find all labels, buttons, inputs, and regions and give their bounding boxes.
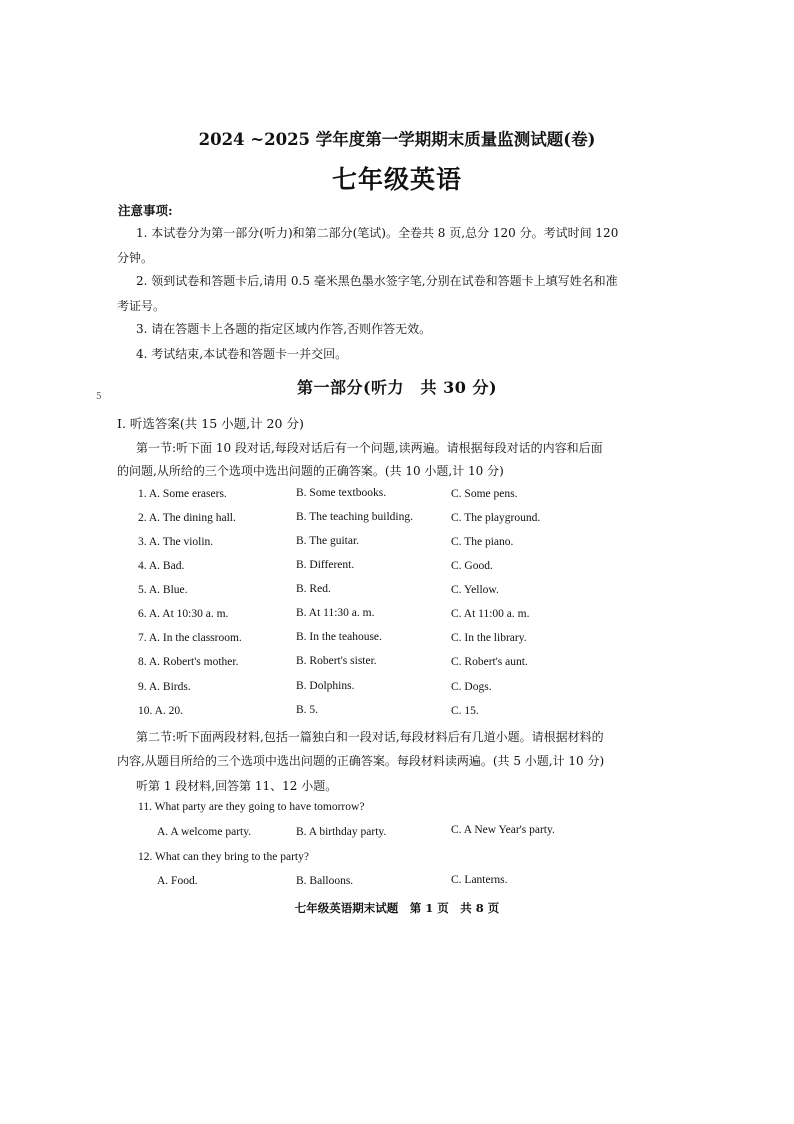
option-c: C. The piano. [451,536,514,548]
margin-mark: 5 [96,392,102,402]
option-b: B. Robert's sister. [296,655,377,667]
section1-instruction: 第一节:听下面 10 段对话,每段对话后有一个问题,读两遍。请根据每段对话的内容和后面 [136,441,603,455]
option-a: A. A welcome party. [157,826,252,838]
section-heading: Ⅰ. 听选答案(共 15 小题,计 20 分) [117,416,304,431]
option-c: C. Good. [451,560,493,572]
section2-instruction: 内容,从题目所给的三个选项中选出问题的正确答案。每段材料读两遍。(共 5 小题,计 10 分) [117,754,605,768]
option-a: 8. A. Robert's mother. [138,656,239,668]
option-c: C. In the library. [451,632,527,644]
option-a: 4. A. Bad. [138,560,185,572]
option-a: 10. A. 20. [138,705,184,717]
option-c: C. Some pens. [451,488,518,500]
notice-line: 3. 请在答题卡上各题的指定区域内作答,否则作答无效。 [136,322,432,336]
question-stem: 11. What party are they going to have tomorrow? [138,801,365,813]
option-b: B. The guitar. [296,535,360,547]
notice-heading: 注意事项: [118,203,173,218]
option-a: 3. A. The violin. [138,536,214,548]
option-c: C. Yellow. [451,584,499,596]
option-b: B. A birthday party. [296,826,387,838]
option-c: C. Dogs. [451,681,492,693]
question-stem: 12. What can they bring to the party? [138,851,309,863]
exam-title: 2024 ~2025 学年度第一学期期末质量监测试题(卷) [198,130,596,149]
section1-instruction: 的问题,从所给的三个选项中选出问题的正确答案。(共 10 小题,计 10 分) [117,464,504,478]
option-b: B. Different. [296,559,355,571]
option-b: B. Balloons. [296,875,354,887]
option-a: 7. A. In the classroom. [138,632,242,644]
option-a: 6. A. At 10:30 a. m. [138,608,229,620]
option-c: C. At 11:00 a. m. [451,608,530,620]
page-footer: 七年级英语期末试题 第 1 页 共 8 页 [294,901,500,915]
option-a: 1. A. Some erasers. [138,488,227,500]
option-b: B. Red. [296,583,331,595]
notice-line: 1. 本试卷分为第一部分(听力)和第二部分(笔试)。全卷共 8 页,总分 120 分。考试时间 120 [136,226,619,240]
option-b: B. Some textbooks. [296,487,387,499]
option-a: A. Food. [157,875,198,887]
option-a: 5. A. Blue. [138,584,188,596]
option-c: C. Robert's aunt. [451,656,528,668]
option-b: B. At 11:30 a. m. [296,607,375,619]
notice-line: 考证号。 [117,299,166,313]
option-b: B. The teaching building. [296,511,414,523]
option-c: C. 15. [451,705,479,717]
option-b: B. In the teahouse. [296,631,382,643]
option-c: C. Lanterns. [451,874,508,886]
option-b: B. 5. [296,704,319,716]
option-c: C. The playground. [451,512,541,524]
option-c: C. A New Year's party. [451,824,555,836]
exam-subtitle: 七年级英语 [331,165,462,194]
notice-line: 分钟。 [117,251,154,265]
section2-instruction: 第二节:听下面两段材料,包括一篇独白和一段对话,每段材料后有几道小题。请根据材料的 [136,730,604,744]
material-intro: 听第 1 段材料,回答第 11、12 小题。 [136,779,338,793]
option-a: 9. A. Birds. [138,681,191,693]
part1-title: 第一部分(听力 共 30 分) [296,378,498,397]
notice-line: 4. 考试结束,本试卷和答题卡一并交回。 [136,347,348,361]
notice-line: 2. 领到试卷和答题卡后,请用 0.5 毫米黑色墨水签字笔,分别在试卷和答题卡上填写姓名和准 [136,274,618,288]
option-a: 2. A. The dining hall. [138,512,236,524]
option-b: B. Dolphins. [296,680,355,692]
